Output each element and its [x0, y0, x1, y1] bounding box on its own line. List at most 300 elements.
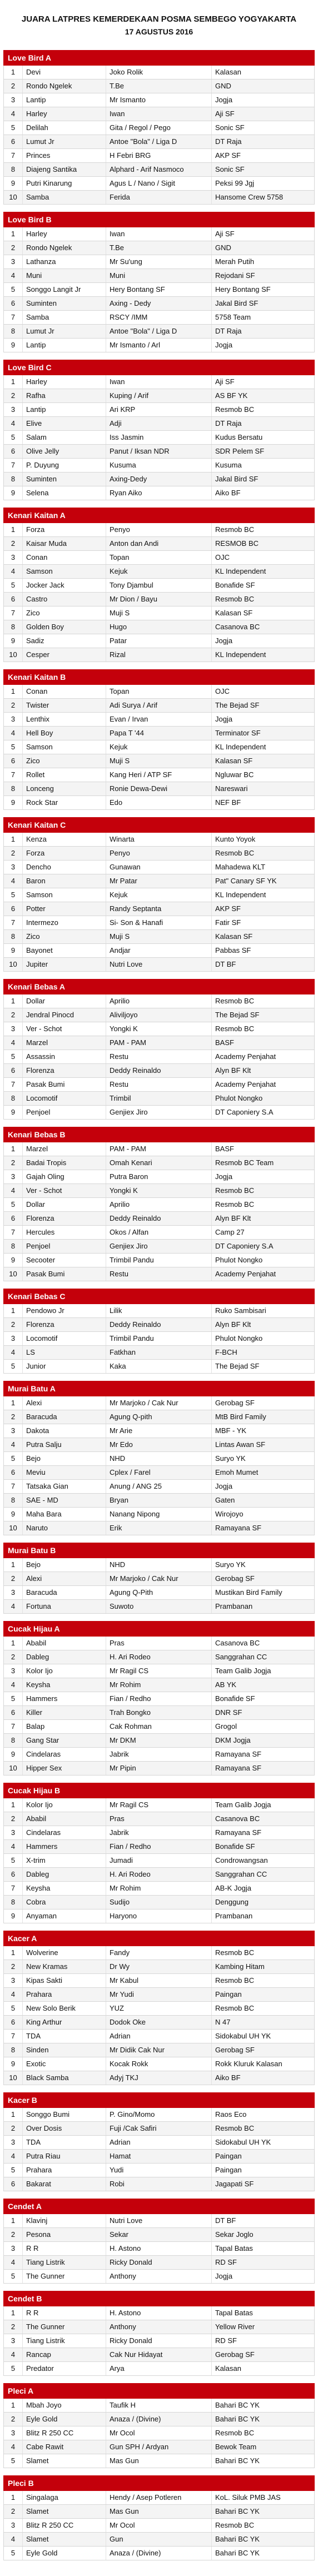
table-row [4, 523, 314, 537]
rank-cell: 3 [4, 713, 23, 726]
owner-cell: Kejuk [106, 888, 212, 902]
rank-cell: 5 [4, 579, 23, 592]
bird-name-cell: Kaisar Muda [23, 537, 106, 550]
bird-name-cell: Ababil [23, 1637, 106, 1650]
team-cell: Ramayana SF [215, 1524, 262, 1532]
team-cell: Camp 27 [215, 1228, 245, 1236]
bird-name-cell: Locomotif [23, 1332, 106, 1345]
owner-cell: Antoe "Bola" / Liga D [106, 325, 212, 338]
results-table [3, 375, 315, 500]
results-table [3, 66, 315, 205]
section-title: Love Bird C [3, 360, 315, 375]
section-title: Cendet A [3, 2199, 315, 2214]
team-cell: AB-K Jogja [215, 1884, 252, 1892]
owner-cell: H. Astono [106, 2306, 212, 2320]
bird-name-cell: Lathanza [23, 255, 106, 268]
owner-cell: Suwoto [106, 1600, 212, 1613]
owner-cell: Mr Rohim [106, 1882, 212, 1895]
team-cell: Resmob BC [215, 1200, 255, 1209]
team-cell: DT BF [215, 2216, 236, 2225]
team-cell: GND [215, 243, 231, 252]
rank-cell: 8 [4, 2043, 23, 2057]
table-row [4, 861, 314, 874]
owner-cell: Ferida [106, 191, 212, 204]
team-cell: Ramayana SF [215, 1750, 262, 1758]
results-section [3, 2383, 315, 2468]
team-cell: Resmob BC Team [215, 1158, 274, 1167]
team-cell: DT Raja [215, 419, 242, 427]
section-title: Kenari Bebas A [3, 979, 315, 994]
owner-cell: Adyj TKJ [106, 2071, 212, 2085]
results-table [3, 1142, 315, 1281]
rank-cell: 2 [4, 537, 23, 550]
results-section [3, 1543, 315, 1614]
table-row [4, 1600, 314, 1614]
rank-cell: 3 [4, 1974, 23, 1987]
owner-cell: Trah Bongko [106, 1706, 212, 1719]
bird-name-cell: Castro [23, 593, 106, 606]
rank-cell: 2 [4, 2122, 23, 2135]
bird-name-cell: Kolor Ijo [23, 1664, 106, 1678]
bird-name-cell: Tatsaka Gian [23, 1480, 106, 1493]
bird-name-cell: Rancap [23, 2348, 106, 2361]
owner-cell: Mr Patar [106, 874, 212, 888]
rank-cell: 5 [4, 740, 23, 754]
table-row [4, 255, 314, 269]
section-title: Love Bird B [3, 212, 315, 227]
rank-cell: 8 [4, 930, 23, 943]
team-cell: DT Caponiery S.A [215, 1242, 274, 1250]
section-title: Kacer A [3, 1931, 315, 1946]
rank-cell: 7 [4, 768, 23, 782]
table-row [4, 2505, 314, 2519]
bird-name-cell: Alexi [23, 1572, 106, 1585]
team-cell: KL Independent [215, 891, 266, 899]
table-row [4, 685, 314, 699]
table-row [4, 1664, 314, 1678]
team-cell: Hery Bontang SF [215, 285, 271, 294]
team-cell: Mahadewa KLT [215, 863, 266, 871]
bird-name-cell: Predator [23, 2362, 106, 2375]
table-row [4, 1748, 314, 1762]
owner-cell: Anung / ANG 25 [106, 1480, 212, 1493]
bird-name-cell: Kipas Sakti [23, 1974, 106, 1987]
team-cell: AB YK [215, 1680, 237, 1689]
bird-name-cell: Cindelaras [23, 1826, 106, 1839]
rank-cell: 2 [4, 699, 23, 712]
table-row [4, 1974, 314, 1988]
table-row [4, 930, 314, 944]
rank-cell: 7 [4, 311, 23, 324]
team-cell: Jogja [215, 1482, 233, 1490]
table-row [4, 486, 314, 500]
table-row [4, 2242, 314, 2256]
table-row [4, 833, 314, 847]
bird-name-cell: Alexi [23, 1396, 106, 1410]
rank-cell: 1 [4, 2399, 23, 2412]
rank-cell: 10 [4, 1762, 23, 1775]
rank-cell: 2 [4, 79, 23, 93]
table-row [4, 699, 314, 713]
owner-cell: Joko Rolik [106, 66, 212, 79]
bird-name-cell: TDA [23, 2136, 106, 2149]
owner-cell: Haryono [106, 1909, 212, 1923]
table-row [4, 107, 314, 121]
rank-cell: 4 [4, 269, 23, 282]
team-cell: Casanova BC [215, 1639, 260, 1647]
bird-name-cell: King Arthur [23, 2016, 106, 2029]
owner-cell: Si- Son & Hanafi [106, 916, 212, 929]
table-row [4, 847, 314, 861]
team-cell: Ramayana SF [215, 1764, 262, 1772]
table-row [4, 1734, 314, 1748]
table-row [4, 1170, 314, 1184]
team-cell: Kunto Yoyok [215, 835, 256, 843]
rank-cell: 7 [4, 1078, 23, 1091]
table-row [4, 2177, 314, 2191]
table-row [4, 2306, 314, 2320]
team-cell: Sidokabul UH YK [215, 2032, 271, 2040]
table-row [4, 740, 314, 754]
table-row [4, 2270, 314, 2284]
rank-cell: 5 [4, 2547, 23, 2560]
bird-name-cell: Dollar [23, 994, 106, 1008]
team-cell: SDR Pelem SF [215, 447, 265, 455]
rank-cell: 8 [4, 782, 23, 795]
team-cell: Rejodani SF [215, 271, 255, 280]
bird-name-cell: Harley [23, 227, 106, 241]
owner-cell: H. Astono [106, 2242, 212, 2255]
rank-cell: 2 [4, 2228, 23, 2241]
table-row [4, 297, 314, 311]
owner-cell: Mr Ismanto [106, 93, 212, 107]
bird-name-cell: TDA [23, 2030, 106, 2043]
owner-cell: Deddy Reinaldo [106, 1318, 212, 1331]
bird-name-cell: Baracuda [23, 1410, 106, 1424]
table-row [4, 2122, 314, 2136]
results-table [3, 227, 315, 352]
team-cell: Aji SF [215, 230, 235, 238]
table-row [4, 2519, 314, 2533]
bird-name-cell: Putra Riau [23, 2150, 106, 2163]
table-row [4, 1452, 314, 1466]
rank-cell: 5 [4, 1360, 23, 1373]
owner-cell: YUZ [106, 2002, 212, 2015]
team-cell: MBF - YK [215, 1426, 247, 1435]
bird-name-cell: Maha Bara [23, 1508, 106, 1521]
rank-cell: 6 [4, 2177, 23, 2191]
rank-cell: 7 [4, 149, 23, 162]
table-row [4, 727, 314, 740]
table-row [4, 1798, 314, 1812]
results-table [3, 833, 315, 972]
bird-name-cell: Secooter [23, 1254, 106, 1267]
bird-name-cell: Bakarat [23, 2177, 106, 2191]
bird-name-cell: Ver - Schot [23, 1184, 106, 1197]
table-row [4, 2214, 314, 2228]
bird-name-cell: Badai Tropis [23, 1156, 106, 1170]
table-row [4, 2071, 314, 2085]
owner-cell: Mr Dion / Bayu [106, 593, 212, 606]
owner-cell: Hery Bontang SF [106, 283, 212, 296]
team-cell: Yellow River [215, 2323, 255, 2331]
rank-cell: 2 [4, 1812, 23, 1826]
rank-cell: 9 [4, 1254, 23, 1267]
owner-cell: Jabrik [106, 1748, 212, 1761]
results-table [3, 1304, 315, 1374]
owner-cell: Ronie Dewa-Dewi [106, 782, 212, 795]
table-row [4, 1637, 314, 1650]
owner-cell: Gunawan [106, 861, 212, 874]
team-cell: Resmob BC [215, 849, 255, 857]
table-row [4, 796, 314, 810]
rank-cell: 4 [4, 874, 23, 888]
bird-name-cell: Gajah Oling [23, 1170, 106, 1183]
table-row [4, 2491, 314, 2505]
table-row [4, 417, 314, 431]
section-title: Kenari Bebas B [3, 1127, 315, 1142]
rank-cell: 10 [4, 191, 23, 204]
results-table [3, 1558, 315, 1614]
team-cell: Jogja [215, 341, 233, 349]
owner-cell: Mr Marjoko / Cak Nur [106, 1572, 212, 1585]
team-cell: Jogja [215, 96, 233, 104]
section-title: Pleci B [3, 2475, 315, 2491]
results-table [3, 1946, 315, 2085]
bird-name-cell: Delilah [23, 121, 106, 135]
team-cell: N 47 [215, 2018, 231, 2026]
bird-name-cell: Bejo [23, 1558, 106, 1572]
team-cell: Wirojoyo [215, 1510, 244, 1518]
team-cell: Alyn BF Klt [215, 1320, 251, 1329]
team-cell: The Bejad SF [215, 1362, 260, 1370]
table-row [4, 713, 314, 727]
section-title: Kenari Bebas C [3, 1289, 315, 1304]
team-cell: Resmob BC [215, 2004, 255, 2012]
owner-cell: Muji S [106, 754, 212, 768]
team-cell: Jakal Bird SF [215, 299, 259, 307]
rank-cell: 10 [4, 1267, 23, 1281]
owner-cell: Erik [106, 1521, 212, 1535]
owner-cell: Bryan [106, 1494, 212, 1507]
team-cell: Jogja [215, 1172, 233, 1181]
owner-cell: Jumadi [106, 1854, 212, 1867]
section-title: Kenari Kaitan B [3, 669, 315, 685]
team-cell: KoL. Siluk PMB JAS [215, 2493, 281, 2502]
team-cell: Aiko BF [215, 2073, 241, 2082]
team-cell: Jogja [215, 636, 233, 645]
bird-name-cell: Meviu [23, 1466, 106, 1479]
bird-name-cell: Marzel [23, 1036, 106, 1050]
bird-name-cell: Salam [23, 431, 106, 444]
table-row [4, 1521, 314, 1535]
bird-name-cell: Lantip [23, 339, 106, 352]
rank-cell: 6 [4, 902, 23, 916]
table-row [4, 1946, 314, 1960]
bird-name-cell: Hammers [23, 1692, 106, 1705]
table-row [4, 2533, 314, 2547]
bird-name-cell: Samson [23, 888, 106, 902]
owner-cell: Robi [106, 2177, 212, 2191]
rank-cell: 4 [4, 565, 23, 578]
bird-name-cell: Penjoel [23, 1106, 106, 1119]
rank-cell: 1 [4, 994, 23, 1008]
table-row [4, 311, 314, 325]
bird-name-cell: Putra Salju [23, 1438, 106, 1451]
rank-cell: 2 [4, 1318, 23, 1331]
bird-name-cell: Dollar [23, 1198, 106, 1211]
bird-name-cell: Jupiter [23, 958, 106, 971]
results-section [3, 360, 315, 500]
table-row [4, 2256, 314, 2270]
rank-cell: 1 [4, 1946, 23, 1960]
team-cell: Phulot Nongko [215, 1256, 263, 1264]
rank-cell: 7 [4, 1226, 23, 1239]
table-row [4, 916, 314, 930]
rank-cell: 7 [4, 459, 23, 472]
owner-cell: Pras [106, 1637, 212, 1650]
results-table [3, 523, 315, 662]
team-cell: Merah Putih [215, 257, 255, 266]
table-row [4, 1332, 314, 1346]
owner-cell: Kusuma [106, 459, 212, 472]
owner-cell: Deddy Reinaldo [106, 1064, 212, 1077]
table-row [4, 431, 314, 445]
bird-name-cell: Olive Jelly [23, 445, 106, 458]
section-title: Cucak Hijau B [3, 1783, 315, 1798]
table-row [4, 1882, 314, 1896]
team-cell: Peksi 99 Jgj [215, 179, 255, 187]
results-section [3, 1381, 315, 1535]
owner-cell: Gun [106, 2533, 212, 2546]
owner-cell: Mas Gun [106, 2454, 212, 2468]
table-row [4, 1854, 314, 1868]
bird-name-cell: Lenthix [23, 713, 106, 726]
bird-name-cell: P. Duyung [23, 459, 106, 472]
bird-name-cell: Black Samba [23, 2071, 106, 2085]
section-title: Kacer B [3, 2092, 315, 2108]
bird-name-cell: Harley [23, 107, 106, 121]
team-cell: Emoh Mumet [215, 1468, 259, 1476]
bird-name-cell: Ababil [23, 1812, 106, 1826]
team-cell: Bahari BC YK [215, 2415, 260, 2423]
bird-name-cell: Cobra [23, 1896, 106, 1909]
owner-cell: Taufik H [106, 2399, 212, 2412]
rank-cell: 10 [4, 958, 23, 971]
rank-cell: 8 [4, 325, 23, 338]
bird-name-cell: Slamet [23, 2533, 106, 2546]
team-cell: Sonic SF [215, 123, 245, 132]
bird-name-cell: Ver - Schot [23, 1022, 106, 1036]
rank-cell: 9 [4, 2057, 23, 2071]
team-cell: RD SF [215, 2258, 237, 2266]
section-title: Pleci A [3, 2383, 315, 2399]
table-row [4, 902, 314, 916]
bird-name-cell: Mbah Joyo [23, 2399, 106, 2412]
bird-name-cell: Bejo [23, 1452, 106, 1465]
team-cell: Resmob BC [215, 997, 255, 1005]
table-row [4, 283, 314, 297]
owner-cell: H. Ari Rodeo [106, 1868, 212, 1881]
team-cell: Condrowangsan [215, 1856, 268, 1864]
table-row [4, 1050, 314, 1064]
rank-cell: 4 [4, 2256, 23, 2269]
rank-cell: 2 [4, 2505, 23, 2518]
rank-cell: 1 [4, 227, 23, 241]
rank-cell: 5 [4, 121, 23, 135]
rank-cell: 5 [4, 1854, 23, 1867]
table-row [4, 149, 314, 163]
rank-cell: 9 [4, 339, 23, 352]
owner-cell: Topan [106, 551, 212, 564]
table-row [4, 1720, 314, 1734]
table-row [4, 888, 314, 902]
table-row [4, 1650, 314, 1664]
table-row [4, 768, 314, 782]
rank-cell: 1 [4, 1637, 23, 1650]
rank-cell: 5 [4, 1692, 23, 1705]
team-cell: Bonafide SF [215, 1694, 255, 1703]
bird-name-cell: Samba [23, 311, 106, 324]
bird-name-cell: Dakota [23, 1424, 106, 1438]
owner-cell: Gun SPH / Ardyan [106, 2440, 212, 2454]
page-header [0, 0, 318, 50]
section-title: Cucak Hijau A [3, 1621, 315, 1637]
bird-name-cell: Hercules [23, 1226, 106, 1239]
rank-cell: 5 [4, 888, 23, 902]
team-cell: DT Raja [215, 327, 242, 335]
team-cell: Kalasan SF [215, 609, 253, 617]
owner-cell: Hamat [106, 2150, 212, 2163]
team-cell: DNR SF [215, 1708, 242, 1717]
team-cell: Raos Eco [215, 2110, 247, 2119]
rank-cell: 6 [4, 1064, 23, 1077]
bird-name-cell: Tiang Listrik [23, 2256, 106, 2269]
table-row [4, 1410, 314, 1424]
table-row [4, 1240, 314, 1254]
results-section [3, 2092, 315, 2191]
rank-cell: 7 [4, 1720, 23, 1733]
bird-name-cell: Suminten [23, 297, 106, 310]
table-row [4, 1572, 314, 1586]
bird-name-cell: Harley [23, 375, 106, 389]
team-cell: AKP SF [215, 904, 241, 913]
owner-cell: Muji S [106, 606, 212, 620]
table-row [4, 1304, 314, 1318]
team-cell: Bonafide SF [215, 1842, 255, 1851]
rank-cell: 8 [4, 163, 23, 176]
team-cell: KL Independent [215, 743, 266, 751]
bird-name-cell: Cabe Rawit [23, 2440, 106, 2454]
owner-cell: Mr DKM [106, 1734, 212, 1747]
rank-cell: 1 [4, 1142, 23, 1156]
rank-cell: 4 [4, 1184, 23, 1197]
owner-cell: Putra Baron [106, 1170, 212, 1183]
rank-cell: 2 [4, 1008, 23, 1022]
rank-cell: 3 [4, 1664, 23, 1678]
owner-cell: Mr Pipin [106, 1762, 212, 1775]
rank-cell: 1 [4, 685, 23, 698]
table-row [4, 241, 314, 255]
owner-cell: Aliviljoyo [106, 1008, 212, 1022]
owner-cell: Agung Q-pith [106, 1410, 212, 1424]
table-row [4, 163, 314, 177]
owner-cell: Cak Nur Hidayat [106, 2348, 212, 2361]
owner-cell: Topan [106, 685, 212, 698]
rank-cell: 3 [4, 551, 23, 564]
owner-cell: Deddy Reinaldo [106, 1212, 212, 1225]
team-cell: Prambanan [215, 1602, 253, 1610]
